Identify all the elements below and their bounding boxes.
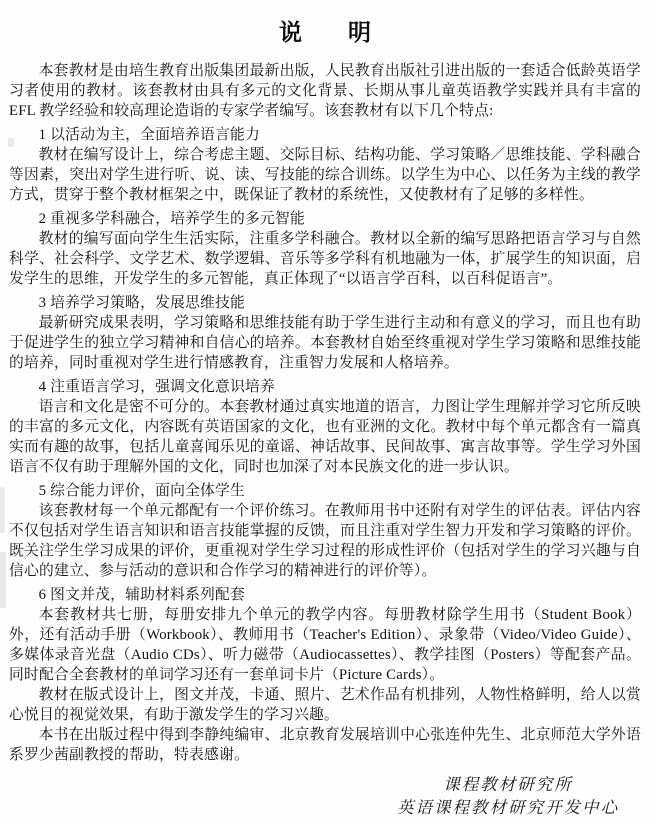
scan-artifact bbox=[8, 138, 14, 147]
section-4-paragraph: 语言和文化是密不可分的。本套教材通过真实地道的语言，力图让学生理解并学习它所反映的丰富的多元文化，内容既有英语国家的文化，也有亚洲的文化。教材中每个单元都含有一篇真实而有趣的故事，包括儿童喜闻乐见的童谣、神话故事、民间故事、寓言故事等。学生学习外国语言不仅有助于理解外国的文化，同时也加深了对本民族文化的进一步认识。 bbox=[9, 399, 641, 475]
section-6-heading: 6 图文并茂，辅助材料系列配套 bbox=[38, 587, 246, 603]
scan-artifact bbox=[0, 487, 5, 533]
section-1-paragraph: 教材在编写设计上，综合考虑主题、交际目标、结构功能、学习策略／思维技能、学科融合等因素，突出对学生进行听、说、读、写技能的综合训练。以学生为中心、以任务为主线的教学方式，贯穿于整个教材框架之中，既保证了教材的系统性，又使教材有了足够的多样性。 bbox=[9, 147, 641, 203]
section-4 bbox=[9, 377, 641, 477]
section-1-heading: 1 以活动为主，全面培养语言能力 bbox=[38, 127, 261, 143]
section-2 bbox=[9, 209, 641, 289]
signature-inner bbox=[397, 773, 619, 819]
section-6 bbox=[9, 585, 641, 765]
section-5 bbox=[9, 481, 641, 581]
section-5-heading: 5 综合能力评价，面向全体学生 bbox=[38, 483, 246, 499]
section-3-paragraph: 最新研究成果表明，学习策略和思维技能有助于学生进行主动和有意义的学习，而且也有助于促进学生的独立学习精神和自信心的培养。本套教材自始至终重视对学生学习策略和思维技能的培养，同时重视对学生进行情感教育，注重智力发展和人格培养。 bbox=[9, 315, 641, 371]
intro-paragraph: 本套教材是由培生教育出版集团最新出版，人民教育出版社引进出版的一套适合低龄英语学习者使用的教材。该套教材由具有多元的文化背景、长期从事儿童英语教学实践并具有丰富的 EFL 教学经验和较高理论造诣的专家学者编写。该套教材有以下几个特点: bbox=[9, 63, 641, 119]
section-1 bbox=[9, 125, 641, 205]
section-6-paragraph-3: 本书在出版过程中得到李静纯编审、北京教育发展培训中心张连仲先生、北京师范大学外语系罗少茜副教授的帮助，特表感谢。 bbox=[9, 727, 641, 763]
signature-line-2: 英语课程教材研究开发中心 bbox=[397, 798, 619, 817]
section-6-paragraph-2: 教材在版式设计上，图文并茂，卡通、照片、艺术作品有机排列，人物性格鲜明，给人以赏心悦目的视觉效果，有助于激发学生的学习兴趣。 bbox=[9, 687, 641, 723]
section-5-paragraph: 该套教材每一个单元都配有一个评价练习。在教师用书中还附有对学生的评估表。评估内容不仅包括对学生语言知识和语言技能掌握的反馈，而且注重对学生智力开发和学习策略的评价。既关注学生学习成果的评价，更重视对学生学习过程的形成性评价（包括对学生的学习兴趣与自信心的建立、参与活动的意识和合作学习的精神进行的评价等）。 bbox=[9, 503, 641, 579]
signature-block bbox=[9, 773, 641, 819]
section-6-paragraph-1: 本套教材共七册，每册安排九个单元的教学内容。每册教材除学生用书（Student Book）外，还有活动手册（Workbook）、教师用书（Teacher's Edition）、录象带（Video/Video Guide）、多媒体录音光盘（Audio CDs）、听力磁带（Audiocassettes）、教学挂图（Posters）等配套产品。同时配合全套教材的单词学习还有一套单词卡片（Picture Cards）。 bbox=[9, 607, 641, 683]
section-3 bbox=[9, 293, 641, 373]
section-4-heading: 4 注重语言学习，强调文化意识培养 bbox=[38, 379, 276, 395]
signature-line-1: 课程教材研究所 bbox=[443, 775, 573, 794]
page-title: 说 明 bbox=[279, 19, 371, 45]
section-2-heading: 2 重视多学科融合，培养学生的多元智能 bbox=[38, 211, 306, 227]
section-3-heading: 3 培养学习策略，发展思维技能 bbox=[38, 295, 246, 311]
section-2-paragraph: 教材的编写面向学生生活实际，注重多学科融合。教材以全新的编写思路把语言学习与自然科学、社会科学、文学艺术、数学逻辑、音乐等多学科有机地融为一体，扩展学生的知识面，启发学生的思维，开发学生的多元智能，真正体现了“以语言学百科，以百科促语言”。 bbox=[9, 231, 641, 287]
scan-artifact bbox=[0, 552, 6, 608]
